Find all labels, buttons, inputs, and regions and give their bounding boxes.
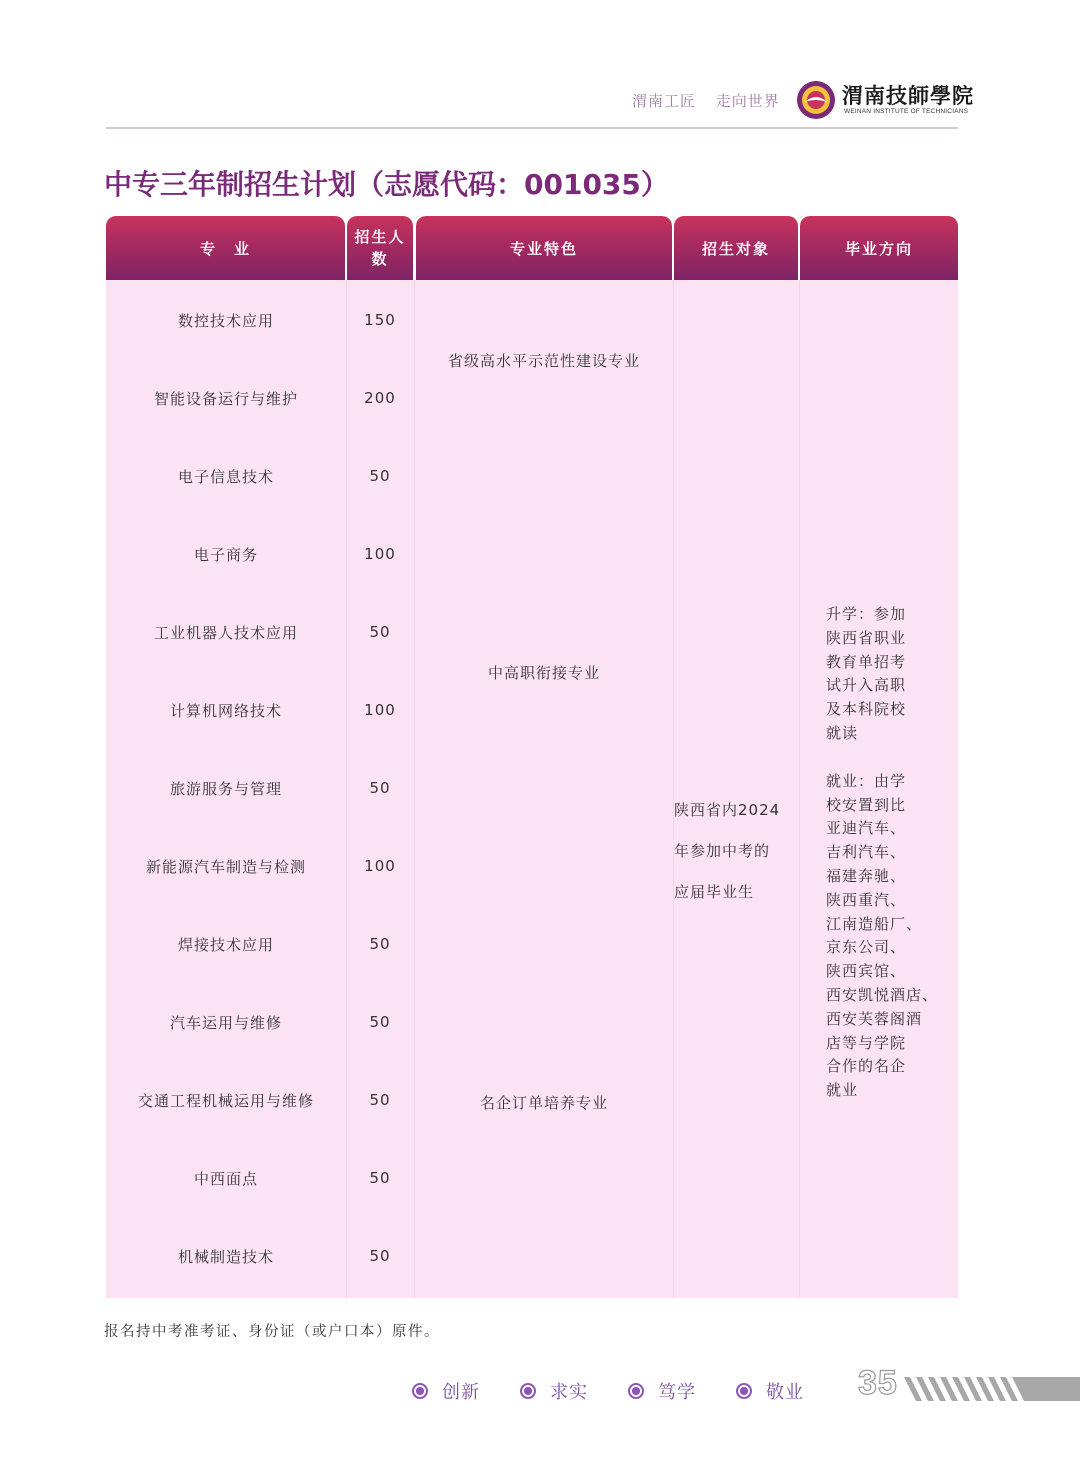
feature-cell: 中高职衔接专业 [487,663,600,682]
bullet-icon [628,1383,644,1399]
column-divider [799,280,800,1298]
header-count: 招生人数 [347,216,413,280]
feature-cell: 名企订单培养专业 [479,1093,608,1112]
direction-line: 试升入高职 [826,676,907,695]
column-divider [673,280,674,1298]
direction-line: 教育单招考 [826,652,907,671]
direction-line: 西安凯悦酒店、 [826,985,939,1004]
count-cell: 50 [369,1169,391,1187]
motto-item [736,1378,804,1404]
direction-line: 就读 [826,723,859,742]
count-cell: 100 [364,545,396,563]
header-feature: 专业特色 [416,216,672,280]
count-cell: 50 [369,623,391,641]
count-cell: 50 [369,467,391,485]
direction-line: 就业 [826,1081,859,1100]
slogan-part-1: 渭南工匠 [632,92,697,110]
direction-line: 升学：参加 [826,605,907,623]
motto-text: 笃学 [658,1382,696,1403]
header-target: 招生对象 [674,216,798,280]
motto-text: 创新 [442,1382,480,1403]
direction-line: 福建奔驰、 [826,866,907,885]
header-direction: 毕业方向 [800,216,958,280]
count-cell: 150 [364,311,396,329]
count-cell: 100 [364,701,396,719]
major-cell: 电子商务 [193,545,258,564]
direction-line: 店等与学院 [826,1033,907,1052]
count-cell: 50 [369,1013,391,1031]
school-emblem-icon [796,80,836,120]
column-divider [414,280,415,1298]
target-line: 应届毕业生 [674,883,755,901]
target-cell [674,790,799,913]
motto-item [412,1378,480,1404]
slogan [632,90,794,111]
target-line: 年参加中考的 [674,842,771,860]
direction-line: 合作的名企 [826,1057,907,1076]
major-cell: 机械制造技术 [177,1247,274,1266]
table-header [106,214,958,280]
major-cell: 中西面点 [193,1169,258,1188]
count-cell: 50 [369,1091,391,1109]
motto-item [520,1378,588,1404]
motto-text: 求实 [550,1382,588,1403]
table-body [106,280,958,1298]
motto-text: 敬业 [766,1382,804,1403]
motto-item [628,1378,696,1404]
count-cell: 50 [369,1247,391,1265]
major-cell: 交通工程机械运用与维修 [137,1091,314,1110]
decorative-stripes-icon [900,1377,1080,1401]
direction-line: 陕西宾馆、 [826,962,907,981]
bullet-icon [520,1383,536,1399]
count-cell: 50 [369,935,391,953]
major-cell: 新能源汽车制造与检测 [145,857,306,876]
direction-gap [826,746,956,770]
school-name-english: WEINAN INSTITUTE OF TECHNICIANS [844,108,969,115]
direction-line: 吉利汽车、 [826,843,907,862]
direction-line: 陕西重汽、 [826,890,907,909]
target-line: 陕西省内2024 [674,801,781,819]
slogan-part-2: 走向世界 [715,92,780,110]
major-cell: 数控技术应用 [177,311,274,330]
enrollment-table [106,214,958,1298]
major-cell: 工业机器人技术应用 [153,623,298,642]
school-name: 渭南技師學院 [842,83,974,108]
major-cell: 旅游服务与管理 [169,779,282,798]
count-cell: 100 [364,857,396,875]
bullet-icon [412,1383,428,1399]
direction-line: 及本科院校 [826,700,907,719]
major-cell: 焊接技术应用 [177,935,274,954]
direction-cell [826,603,956,1103]
page-number: 35 [858,1364,898,1402]
feature-cell: 省级高水平示范性建设专业 [447,351,640,370]
header-major: 专 业 [106,216,345,280]
direction-line: 西安芙蓉阁酒 [826,1009,923,1028]
application-note: 报名持中考准考证、身份证（或户口本）原件。 [104,1324,440,1340]
direction-line: 陕西省职业 [826,628,907,647]
direction-line: 就业：由学 [826,771,907,790]
major-cell: 电子信息技术 [177,467,274,486]
page-title: 中专三年制招生计划（志愿代码：001035） [104,168,669,201]
direction-line: 校安置到比 [826,795,907,814]
major-cell: 计算机网络技术 [169,701,282,720]
major-cell: 智能设备运行与维护 [153,389,298,408]
count-cell: 50 [369,779,391,797]
direction-line: 江南造船厂、 [826,914,923,933]
bullet-icon [736,1383,752,1399]
direction-line: 亚迪汽车、 [826,819,907,838]
header-divider [106,127,958,129]
direction-line: 京东公司、 [826,938,907,957]
school-motto [412,1376,844,1406]
major-cell: 汽车运用与维修 [169,1013,282,1032]
count-cell: 200 [364,389,396,407]
